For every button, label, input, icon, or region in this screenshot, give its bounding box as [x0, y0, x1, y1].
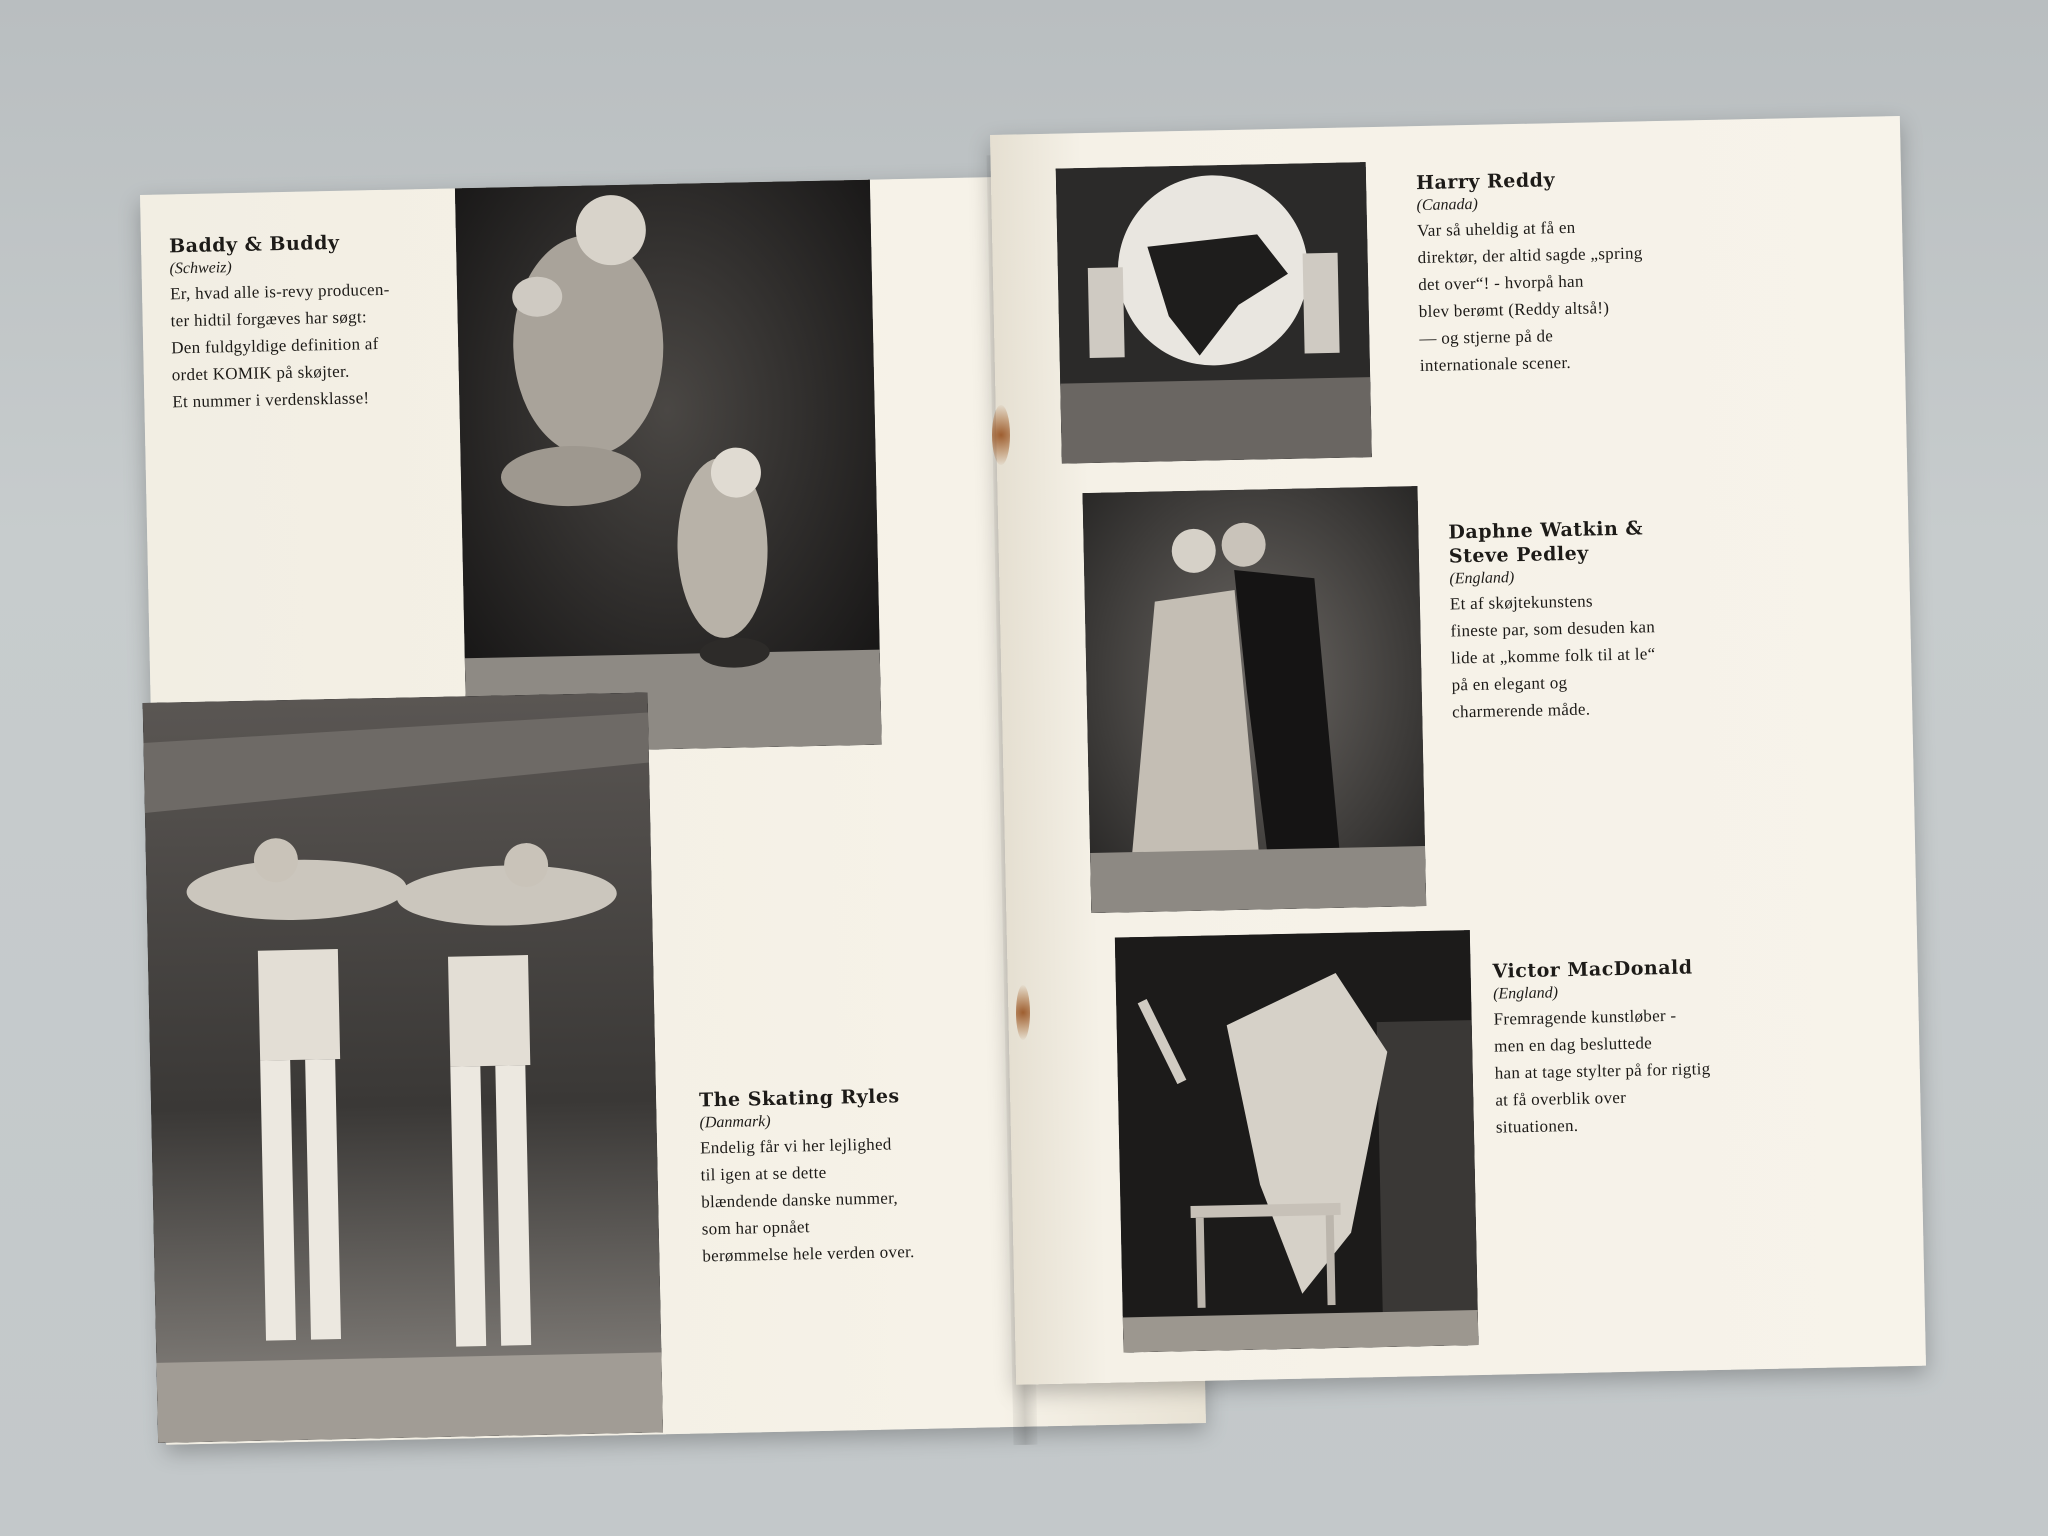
- act-description: Fremragende kunstløber - men en dag besluttede han at tage stylter på for rigtig at få overblik over situationen.: [1493, 1005, 1711, 1137]
- act-country: (England): [1492, 984, 1559, 1003]
- act-name: Victor MacDonald: [1492, 956, 1693, 983]
- right-page: [990, 116, 1926, 1385]
- act-description: Var så uheldig at få en direktør, der altid sagde „spring det over“! - hvorpå han blev berømt (Reddy altså!) — og stjerne på de internationale scener.: [1416, 217, 1643, 376]
- caption-baddy-buddy: [169, 229, 453, 416]
- act-country: (Schweiz): [169, 259, 232, 278]
- caption-skating-ryles: [699, 1082, 1023, 1270]
- rust-stain-upper: [992, 405, 1010, 465]
- caption-victor-macdonald: [1492, 953, 1816, 1141]
- act-description: Er, hvad alle is-revy producen- ter hidtil forgæves har søgt: Den fuldgyldige definition af ordet KOMIK på skøjter. Et nummer i verdensklasse!: [169, 279, 390, 412]
- act-description: Et af skøjtekunstens fineste par, som desuden kan lide at „komme folk til at le“ på en elegant og charmerende måde.: [1449, 591, 1656, 722]
- photo-victor-macdonald: [1115, 930, 1479, 1352]
- photo-harry-reddy: [1056, 162, 1372, 463]
- act-country: (Canada): [1416, 195, 1479, 215]
- act-name: The Skating Ryles: [698, 1085, 900, 1112]
- photo-daphne-steve: [1083, 486, 1427, 913]
- act-country: (Danmark): [699, 1112, 771, 1132]
- booklet: [130, 135, 1930, 1455]
- photo-skating-ryles: [143, 692, 663, 1442]
- act-description: Endelig får vi her lejlighed til igen at se dette blændende danske nummer, som har opnået berømmelse hele verden over.: [699, 1134, 915, 1266]
- act-name: Harry Reddy: [1415, 169, 1556, 195]
- caption-harry-reddy: [1416, 164, 1740, 379]
- act-country: (England): [1449, 569, 1515, 588]
- act-name-line-1: Daphne Watkin &: [1448, 517, 1644, 544]
- caption-daphne-steve: [1448, 514, 1772, 726]
- rust-stain-lower: [1016, 985, 1030, 1040]
- act-name-line-2: Steve Pedley: [1448, 542, 1589, 568]
- act-name: Baddy & Buddy: [168, 231, 340, 258]
- photo-clowns: [455, 180, 882, 754]
